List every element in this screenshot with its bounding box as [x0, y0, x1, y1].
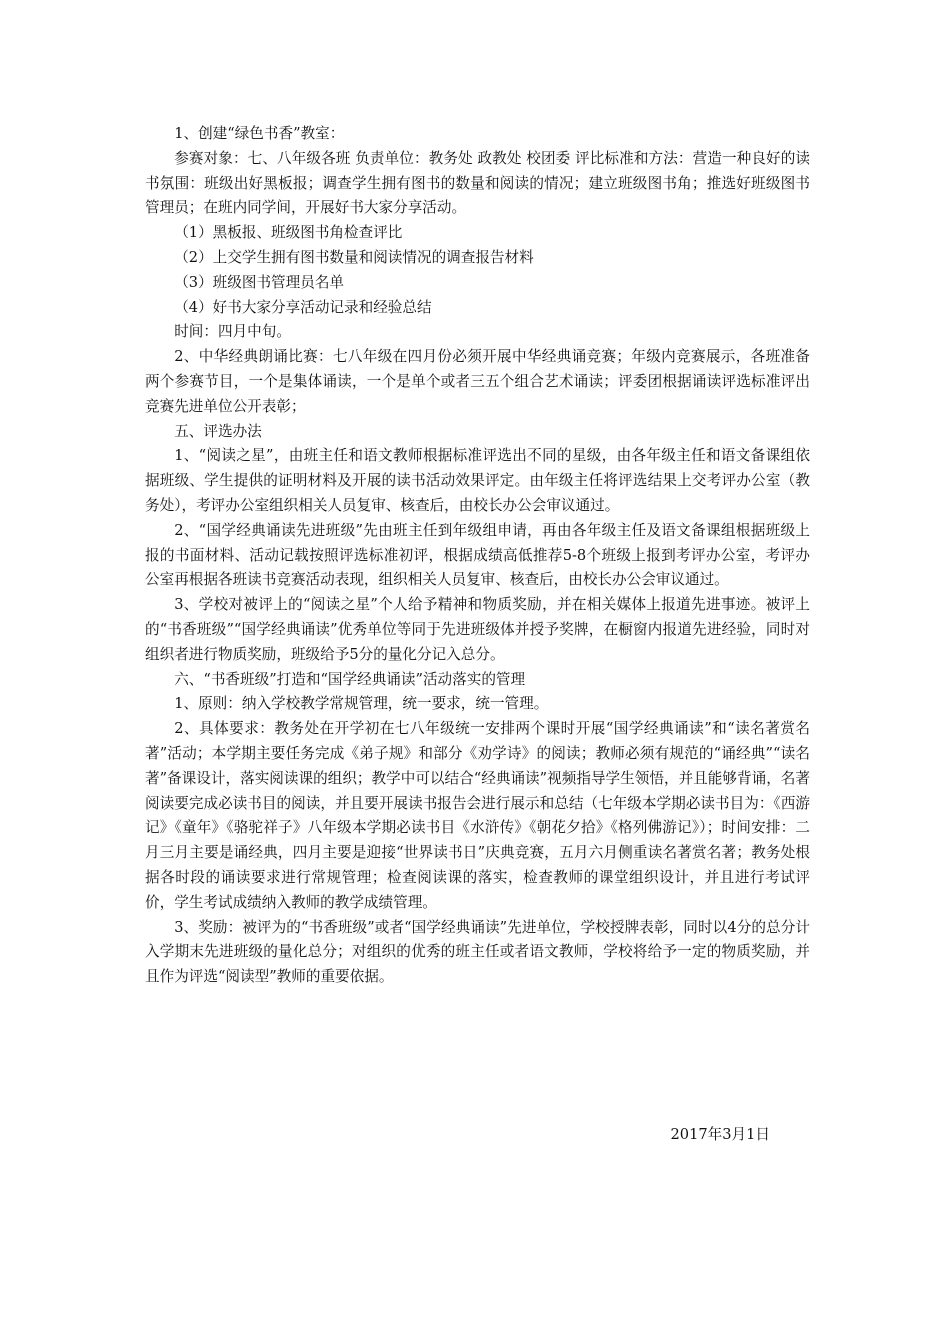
paragraph-principle: 1、原则：纳入学校教学常规管理，统一要求，统一管理。: [174, 695, 549, 713]
paragraph-participants: 参赛对象：七、八年级各班 负责单位：教务处 政教处 校团委 评比标准和方法：营造一种良好的读书氛围：班级出好黑板报；调查学生拥有图书的数量和阅读的情况；建立班级图书角；推选好班级图书管理员；在班内同学间，开展好书大家分享活动。: [145, 149, 810, 217]
paragraph-requirements: 2、具体要求：教务处在开学初在七八年级统一安排两个课时开展“国学经典诵读”和“读名著赏名著”活动；本学期主要任务完成《弟子规》和部分《劝学诗》的阅读；教师必须有规范的“诵经典”“读名著”备课设计，落实阅读课的组织；教学中可以结合“经典诵读”视频指导学生领悟，并且能够背诵，名著阅读要完成必读书目的阅读，并且要开展读书报告会进行展示和总结（七年级本学期必读书目为：《西游记》《童年》《骆驼祥子》八年级本学期必读书目《水浒传》《朝花夕拾》《格列佛游记》）；时间安排：二月三月主要是诵经典，四月主要是迎接“世界读书日”庆典竞赛，五月六月侧重读名著赏名著；教务处根据各时段的诵读要求进行常规管理；检查阅读课的落实，检查教师的课堂组织设计，并且进行考试评价，学生考试成绩纳入教师的教学成绩管理。: [145, 720, 810, 911]
paragraph-rewards: 3、学校对被评上的“阅读之星”个人给予精神和物质奖励，并在相关媒体上报道先进事迹。被评上的“书香班级”“国学经典诵读”优秀单位等同于先进班级体并授予奖牌，在橱窗内报道先进经验，同时对组织者进行物质奖励，班级给予5分的量化分记入总分。: [145, 596, 810, 663]
paragraph-green-classroom-heading: 1、创建“绿色书香”教室：: [174, 125, 345, 142]
document-date: 2017年3月1日: [670, 1126, 770, 1143]
list-item-blackboard: （1）黑板报、班级图书角检查评比: [174, 224, 403, 242]
list-item-survey-report: （2）上交学生拥有图书数量和阅读情况的调查报告材料: [174, 248, 534, 266]
list-item-librarian-list: （3）班级图书管理员名单: [174, 273, 345, 291]
section-heading-management: 六、“书香班级”打造和“国学经典诵读”活动落实的管理: [174, 670, 526, 688]
paragraph-reading-star: 1、“阅读之星”，由班主任和语文教师根据标准评选出不同的星级，由各年级主任和语文备课组依据班级、学生提供的证明材料及开展的读书活动效果评定。由年级主任将评选结果上交考评办公室（教务处），考评办公室组织相关人员复审、核查后，由校长办公会审议通过。: [145, 447, 810, 514]
list-item-book-sharing: （4）好书大家分享活动记录和经验总结: [174, 298, 432, 316]
document-body: [145, 122, 810, 990]
paragraph-advanced-class: 2、“国学经典诵读先进班级”先由班主任到年级组申请，再由各年级主任及语文备课组根据班级上报的书面材料、活动记载按照评选标准初评，根据成绩高低推荐5-8个班级上报到考评办公室，考评办公室再根据各班读书竞赛活动表现，组织相关人员复审、核查后，由校长办公会审议通过。: [145, 521, 810, 589]
paragraph-recitation-contest: 2、中华经典朗诵比赛：七八年级在四月份必须开展中华经典诵竞赛；年级内竞赛展示，各班准备两个参赛节目，一个是集体诵读，一个是单个或者三五个组合艺术诵读；评委团根据诵读评选标准评出竞赛先进单位公开表彰；: [145, 348, 810, 415]
paragraph-incentives: 3、奖励：被评为的“书香班级”或者“国学经典诵读”先进单位，学校授牌表彰，同时以4分的总分计入学期末先进班级的量化总分；对组织的优秀的班主任或者语文教师，学校将给予一定的物质奖励，并且作为评选“阅读型”教师的重要依据。: [145, 918, 810, 986]
paragraph-time: 时间：四月中旬。: [174, 323, 291, 341]
section-heading-selection-method: 五、评选办法: [174, 422, 262, 440]
